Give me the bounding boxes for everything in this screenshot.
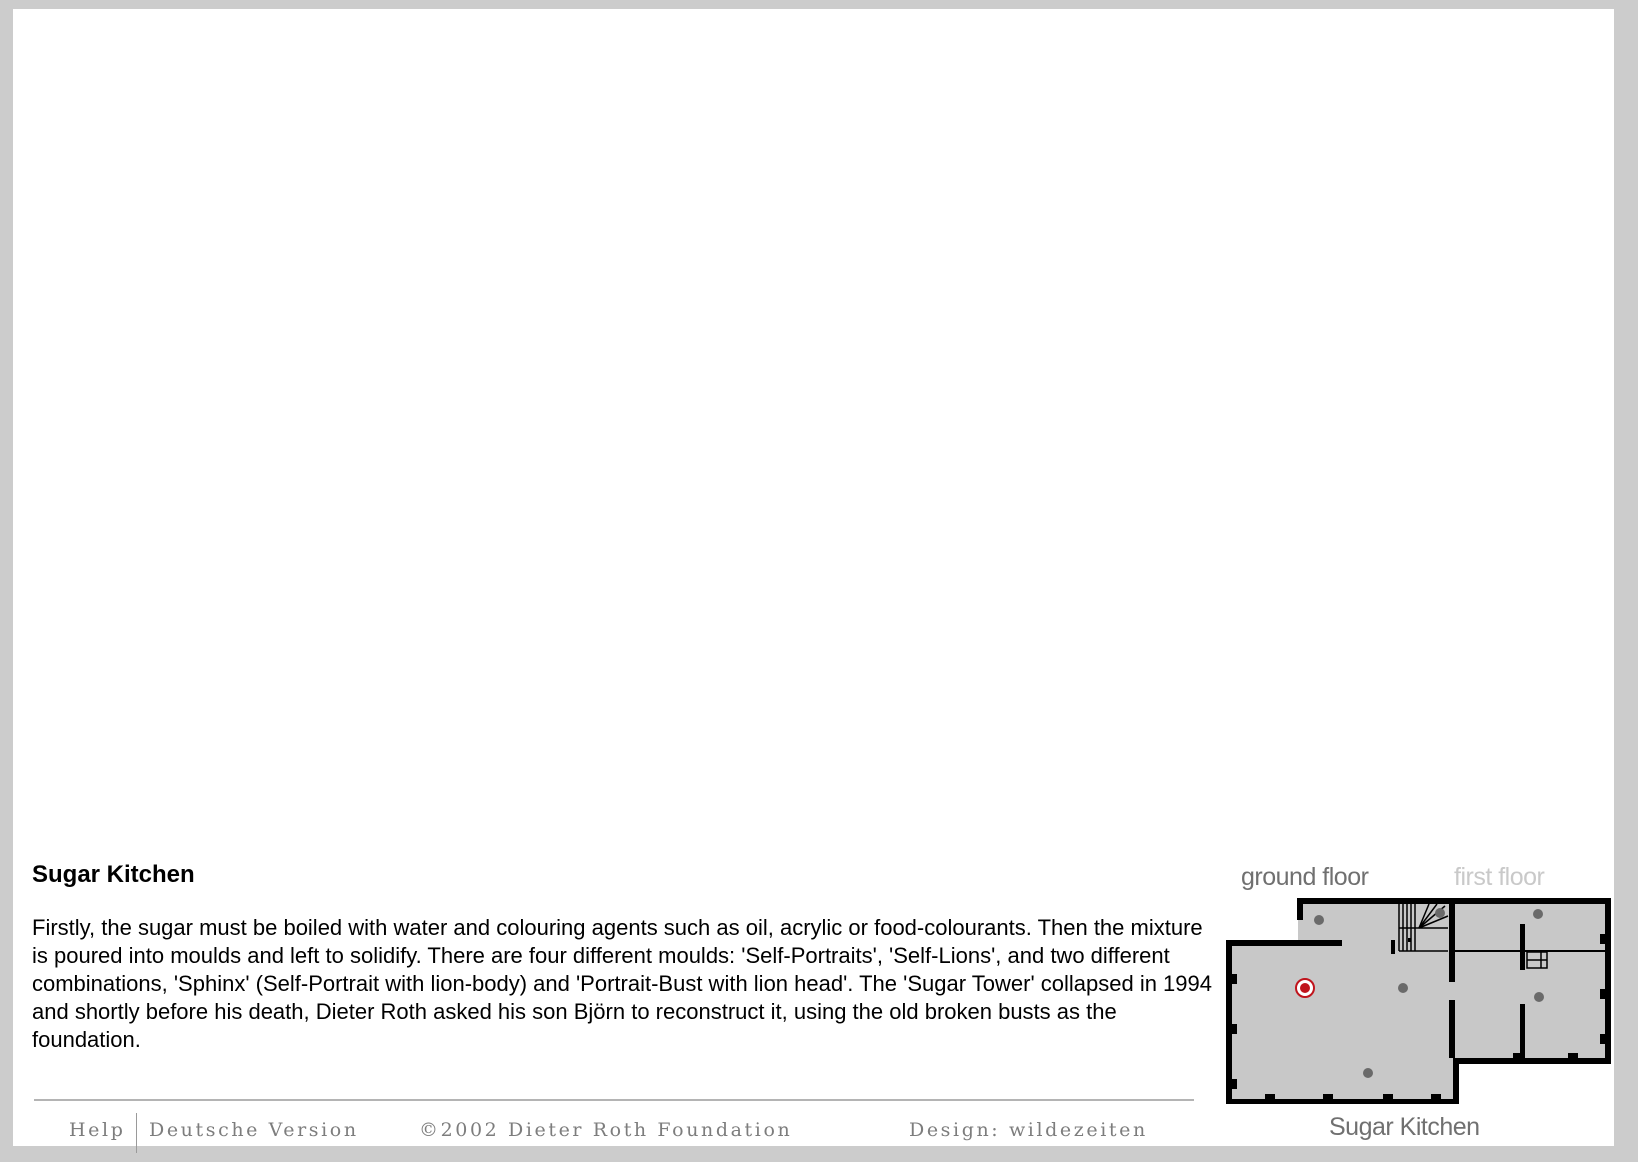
browser-page [13,9,1614,1146]
floor-area [1229,901,1608,1102]
location-marker [1363,1068,1373,1078]
floorplan-room-label: Sugar Kitchen [1329,1113,1480,1141]
help-link[interactable]: Help [69,1119,126,1141]
artwork-image-area [13,9,1614,839]
room-description: Firstly, the sugar must be boiled with water and colouring agents such as oil, acrylic or food-colourants. Then the mixture is poured into moulds and left to solidify. There are four different moulds: 'Self-Portraits', 'Self-Lions', and two different combinations, 'Sphinx' (Self-Portrait with lion-body) and 'Portrait-Bust with lion head'. The 'Sugar Tower' collapsed in 1994 and shortly before his death, Dieter Roth asked his son Björn to reconstruct it, using the old broken busts as the foundation. [32,915,1212,1052]
tab-ground-floor[interactable]: ground floor [1241,863,1369,891]
location-marker [1533,909,1543,919]
tab-first-floor[interactable]: first floor [1454,863,1545,891]
location-marker [1435,908,1445,918]
location-marker [1314,915,1324,925]
current-location-marker[interactable] [1296,979,1314,997]
design-credit-link[interactable]: Design: wildezeiten [909,1119,1148,1141]
location-marker [1398,983,1408,993]
german-version-link[interactable]: Deutsche Version [149,1119,359,1141]
ground-floor-plan[interactable] [1223,894,1613,1104]
copyright-notice: ©2002 Dieter Roth Foundation [419,1119,793,1141]
footer-separator [136,1113,137,1153]
room-title: Sugar Kitchen [32,861,195,888]
footer-divider [34,1099,1194,1101]
location-marker [1534,992,1544,1002]
